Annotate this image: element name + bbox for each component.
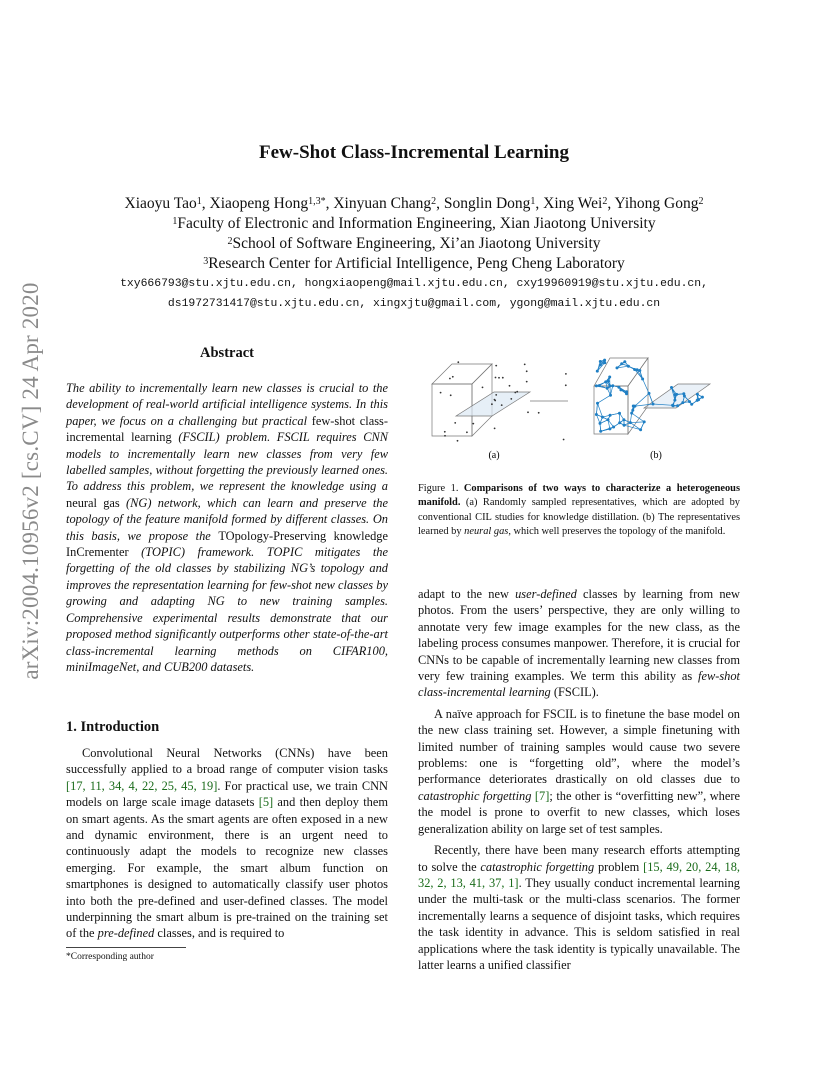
ng-node [595,384,598,387]
sample-dot [449,378,451,380]
section-heading-introduction: 1. Introduction [66,719,160,735]
italic-text: catastrophic forgetting [418,788,532,803]
affiliation-3: $^3$Research Center for Artificial Intelligence, Peng Cheng Laboratory [203,255,625,272]
cube-top [432,364,492,384]
author-affiliation-mark: 2 [602,196,608,207]
ng-node [648,392,651,395]
caption-text: , which well preserves the topology of the manifold. [508,525,726,537]
ng-node [632,405,635,408]
ng-node [599,360,602,363]
manifold-plane [456,392,530,416]
text-run: problem [594,859,644,874]
text-run: classes, and is required to [154,926,285,941]
email-block [0,274,828,314]
ng-node [611,384,614,387]
text-run: (FSCIL) problem. FSCIL requires CNN models to incrementally learn new classes from very few labelled samples, without forgetting the previously learned ones. To address this problem, we represent the knowledge using a [66,430,388,494]
arxiv-stamp: arXiv:2004.10956v2 [cs.CV] 24 Apr 2020 [18,282,43,680]
sample-dot [526,381,528,383]
ng-node [672,404,675,407]
ng-node [603,359,606,362]
figure-1-illustration [418,350,740,465]
abstract-paragraph [66,380,388,675]
text-run: (NG) network, which can learn and preserve the topology of the feature manifold formed by different classes. On this basis, we propose the [66,495,388,543]
upright-text: neural gas [66,495,120,510]
panel-b-neural-gas [594,358,710,434]
caption-prefix: Figure 1. [418,483,464,494]
ng-node [670,386,673,389]
right-paragraph [418,586,740,701]
ng-node [616,366,619,369]
author-affiliation-mark: 2 [431,196,437,207]
ng-node [598,384,601,387]
introduction-body [66,745,388,942]
citation-link[interactable]: [15, 49, 20, 24, 18, 32, 2, 13, 41, 37, 1] [418,859,740,890]
author-list [0,194,828,214]
caption-italic: neural gas [464,525,509,537]
affiliation-2: $^2$School of Software Engineering, Xi’an Jiaotong University [227,235,601,252]
right-paragraph [418,842,740,973]
ng-node [696,399,699,402]
ng-node [608,376,611,379]
italic-text: user-defined [515,587,577,601]
ng-node [619,388,622,391]
citation-link[interactable]: [5] [258,795,274,810]
sample-dot [526,370,528,372]
author-name: , Songlin Dong [436,195,531,212]
sample-dot [495,394,497,396]
figure-1-caption [418,482,740,539]
ng-node [595,413,598,416]
ng-edge [649,393,653,404]
author-name: , Yihong Gong [607,195,699,212]
ng-node [607,418,610,421]
ng-node [622,418,625,421]
sample-dot [538,412,540,414]
ng-edge [624,425,641,430]
author-affiliation-mark: 1 [196,196,202,207]
sample-dot [516,391,518,393]
ng-node [606,387,609,390]
ng-node [617,386,620,389]
ng-node [641,378,644,381]
sample-dot [565,384,567,386]
text-run: classes by learning from new photos. From the users’ perspective, they are only willing to annotate very few image examples for the new class, as the labeling process consumes manpower. Therefore, it is crucial for CNNs to be capable of incrementally learning new classes from very few training examples. We term this ability as [418,587,740,684]
ng-node [676,404,679,407]
ng-node [603,361,606,364]
author-affiliation-mark: 1,3* [308,196,326,207]
email-line: txy666793@stu.xjtu.edu.cn, hongxiaopeng@mail.xjtu.edu.cn, cxy19960919@stu.xjtu.edu.cn, [120,278,708,290]
ng-edge [598,395,611,403]
italic-text: pre-defined [97,926,155,941]
abstract-body [66,380,388,675]
sample-dot [440,392,442,394]
sample-dot [482,387,484,389]
italic-text: catastrophic forgetting [480,859,595,874]
intro-paragraph [66,745,388,942]
ng-node [623,424,626,427]
text-run: . For practical use, we train CNN models on large scale image datasets [66,778,388,810]
paper-title: Few-Shot Class-Incremental Learning [259,142,569,163]
sample-dot [509,385,511,387]
ng-node [682,392,685,395]
ng-node [623,360,626,363]
author-affiliation-mark: 2 [698,196,704,207]
ng-node [643,420,646,423]
text-run: A naïve approach for FSCIL is to finetune the base model on the new class training set. However, a simple finetuning with limited number of training samples would cause two severe problems: one is “forgetting old”, where the model’s performance deteriorates drastically on old classes due to [418,706,740,787]
text-run: and then deploy them on smart agents. As the smart agents are often exposed in a new and dynamic environment, there is an urgent need to continuously adapt the models to recognize new classes emerging. For example, the smart album function on smartphones is designed to automatically classify user photos into both the pre-defined and user-defined classes. The model underpinning the smart album is pre-trained on the training set of the [66,795,388,941]
ng-node [688,400,691,403]
ng-node [631,409,634,412]
caption-bold: Comparisons of two ways to characterize a heterogeneous manifold. [418,483,740,509]
sample-dot [501,404,503,406]
ng-node [609,394,612,397]
sample-dot [466,431,468,433]
ng-node [604,380,607,383]
sample-dot [514,392,516,394]
ng-node [612,426,615,429]
ng-node [629,421,632,424]
sample-dot [527,411,529,413]
footnote-rule [66,947,186,948]
sample-dot [565,373,567,375]
ng-node [625,392,628,395]
text-run: (TOPIC) framework. TOPIC mitigates the forgetting of the old classes by stabilizing NG’s topology and improves the representation learning for few-shot new classes by growing and adapting NG to new training samples. Comprehensive experimental results demonstrate that our proposed method significantly outperforms other state-of-the-art class-incremental learning methods on CIFAR100, miniImageNet, and CUB200 datasets. [66,545,388,674]
sample-dot [494,399,496,401]
sample-dot [472,423,474,425]
sample-dot [524,364,526,366]
ng-node [701,396,704,399]
ng-node [599,363,602,366]
ng-node [681,401,684,404]
caption-text: (a) Randomly sampled representatives, which are adopted by conventional CIL studies for knowledge distillation. (b) The representatives learned by [418,497,740,537]
ng-node [638,369,641,372]
text-run: Convolutional Neural Networks (CNNs) have been successfully applied to a broad range of computer vision tasks [66,746,388,777]
upright-text: TOpology-Preserving knowledge InCrementer [66,528,389,560]
sample-dot [452,376,454,378]
text-run: The ability to incrementally learn new classes is crucial to the development of real-world artificial intelligence systems. In this paper, we focus on a challenging but practical [66,381,388,428]
italic-text: few-shot class-incremental learning [418,669,740,700]
author-name: , Xing Wei [535,195,603,212]
ng-node [690,403,693,406]
ng-node [639,428,642,431]
ng-node [596,402,599,405]
text-run: . They usually conduct incremental learning under the multi-task or the multi-class scenarios. The former incrementally learns a sequence of disjoint tasks, which requires the task identity in advance. This is seldom satisfied in real applications where the task identity is typically unavailable. The latter learns a unified classifier [418,875,740,972]
ng-edge [630,422,644,423]
ng-node [630,412,633,415]
figure-1 [418,350,740,465]
panel-a-random-samples [432,361,568,441]
ng-node [618,412,621,415]
email-line: ds1972731417@stu.xjtu.edu.cn, xingxjtu@gmail.com, ygong@mail.xjtu.edu.cn [167,298,661,310]
right-paragraph [418,706,740,837]
ng-node [596,370,599,373]
text-run: Recently, there have been many research efforts attempting to solve the [418,843,740,874]
author-name: , Xinyuan Chang [325,195,432,212]
citation-link[interactable]: [17, 11, 34, 4, 22, 25, 45, 19] [66,778,218,793]
sample-dot [510,398,512,400]
sample-dot [444,435,446,437]
right-column-body [418,586,740,978]
affiliation-1: $^1$Faculty of Electronic and Information Engineering, Xian Jiaotong University [172,215,656,232]
text-run: adapt to the new [418,587,516,601]
panel-a-label: (a) [488,450,500,461]
ng-edge [596,403,597,414]
author-block [0,194,828,274]
sample-dot [457,440,459,442]
panel-b-label: (b) [650,450,662,461]
sample-dot [498,377,500,379]
sample-dot [502,377,504,379]
author-affiliation-mark: 1 [530,196,536,207]
sample-dot [494,428,496,430]
upright-text: few-shot class-incremental learning [66,413,388,445]
sample-dot [457,361,459,363]
ng-node [601,416,604,419]
ng-node [620,362,623,365]
sample-dot [491,403,493,405]
sample-dot [495,365,497,367]
text-run: ; the other is “overfitting new”, where the model is prone to overfit to new classes, which loses generalization ability on large set of test samples. [418,788,741,836]
ng-node [627,365,630,368]
ng-node [608,427,611,430]
author-name: Xiaoyu Tao [124,195,197,212]
ng-node [652,403,655,406]
ng-node [599,430,602,433]
text-run: (FSCIL). [550,685,599,700]
ng-node [636,368,639,371]
sample-dot [563,439,565,441]
ng-node [673,399,676,402]
sample-dot [450,394,452,396]
sample-dot [444,431,446,433]
ng-node [618,421,621,424]
author-name: , Xiaopeng Hong [201,195,309,212]
ng-edge [635,393,649,406]
sample-dot [495,377,497,379]
sample-dot [454,422,456,424]
abstract-heading: Abstract [200,345,254,361]
ng-node [674,393,677,396]
ng-node [608,384,611,387]
citation-link[interactable]: [7] [534,788,550,803]
ng-node [599,422,602,425]
footnote: *Corresponding author [66,952,154,962]
ng-node [609,414,612,417]
ng-node [696,393,699,396]
